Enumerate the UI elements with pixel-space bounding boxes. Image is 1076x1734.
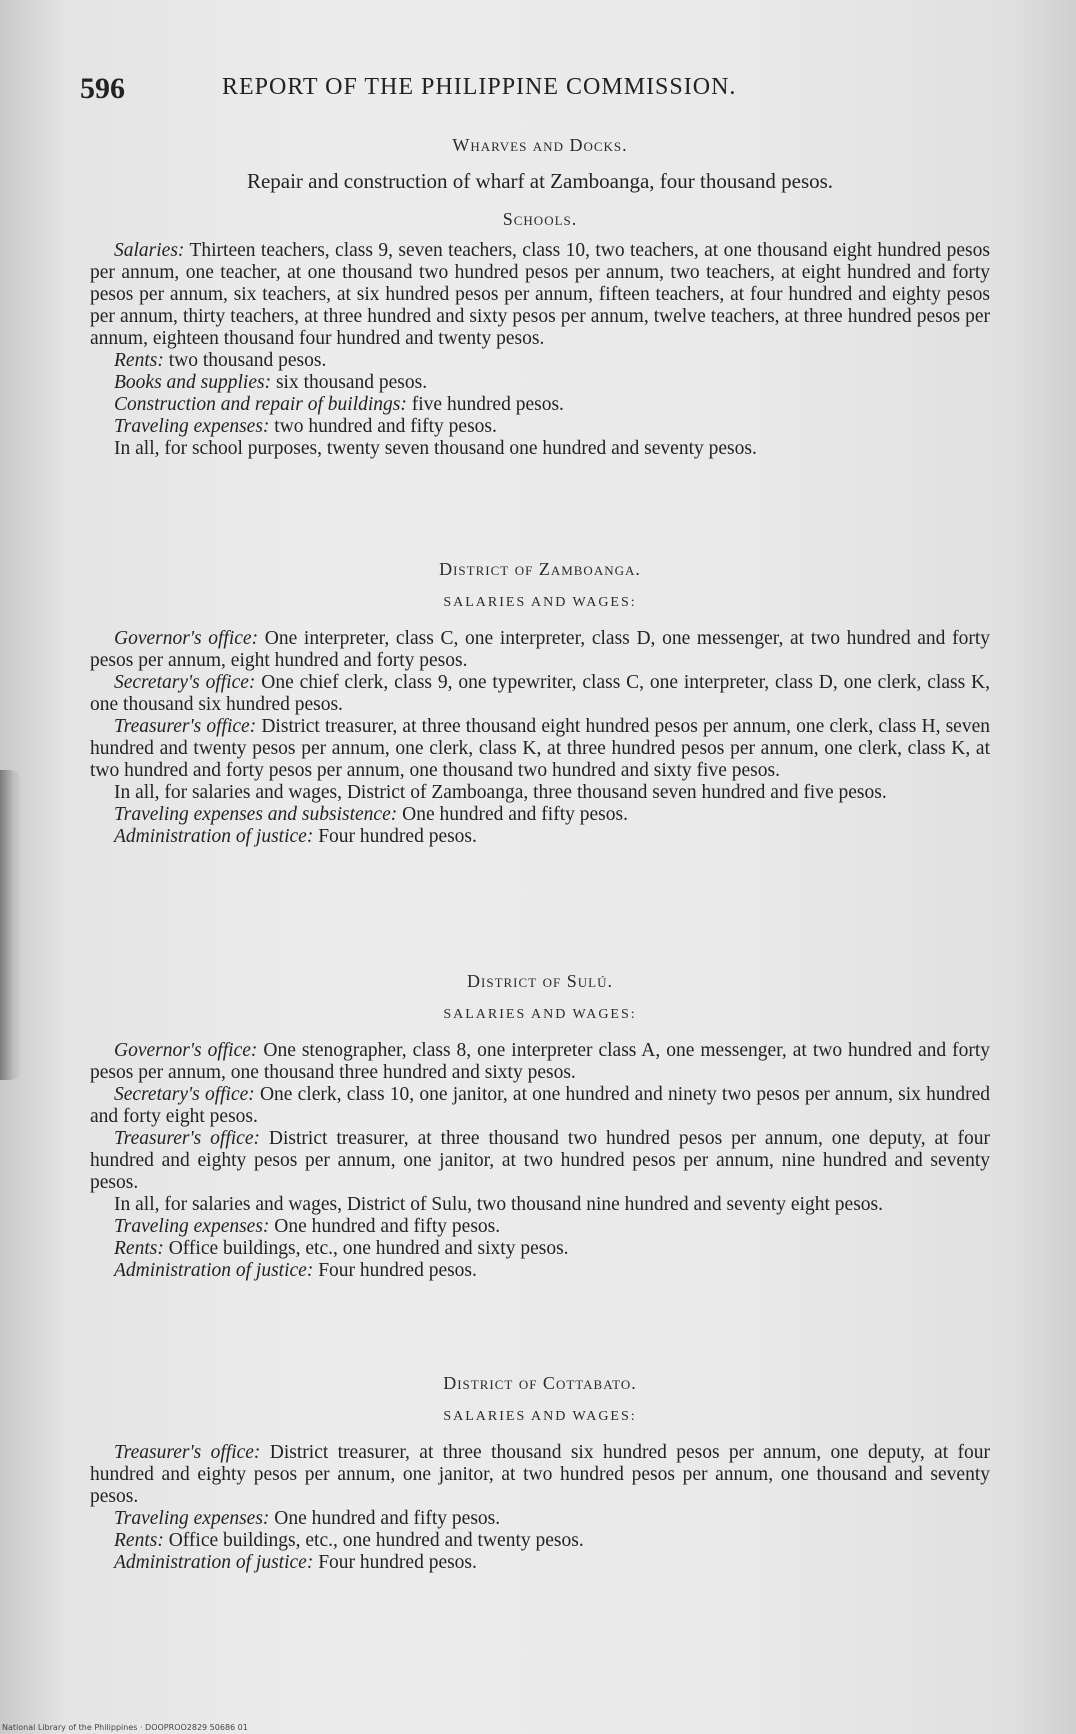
cottabato-justice: Administration of justice: Four hundred pesos.	[114, 1552, 477, 1573]
heading-sulu: District of Sulú.	[467, 971, 613, 991]
wharves-text: Repair and construction of wharf at Zamboanga, four thousand pesos.	[246, 169, 834, 193]
sulu-total: In all, for salaries and wages, District of Sulu, two thousand nine hundred and seventy eight pesos.	[114, 1194, 884, 1215]
zamboanga-justice: Administration of justice: Four hundred pesos.	[114, 826, 477, 847]
heading-schools: Schools.	[502, 209, 578, 229]
schools-rents: Rents: two thousand pesos.	[114, 350, 327, 371]
heading-wharves: Wharves and Docks.	[452, 135, 628, 155]
cottabato-traveling: Traveling expenses: One hundred and fifty pesos.	[114, 1508, 501, 1529]
sulu-secretary: Secretary's office: One clerk, class 10, one janitor, at one hundred and ninety two pesos per annum, six hundred and forty eight pesos.	[90, 1084, 991, 1127]
scan-source-footer: National Library of the Philippines · DOOPROO2829 50686 01	[2, 1723, 248, 1732]
schools-construction: Construction and repair of buildings: five hundred pesos.	[114, 394, 564, 415]
section-zamboanga	[90, 548, 990, 848]
binding-edge	[0, 770, 22, 1080]
zamboanga-governor: Governor's office: One interpreter, class C, one interpreter, class D, one messenger, at two hundred and forty pesos per annum, eight hundred and forty pesos.	[90, 628, 991, 671]
subheading-zamboanga-salaries: SALARIES AND WAGES:	[443, 595, 637, 610]
sulu-governor: Governor's office: One stenographer, class 8, one interpreter class A, one messenger, at two hundred and forty pesos per annum, one thousand three hundred and sixty pesos.	[90, 1040, 990, 1083]
sulu-traveling: Traveling expenses: One hundred and fifty pesos.	[114, 1216, 501, 1237]
section-schools	[90, 124, 990, 460]
heading-cottabato: District of Cottabato.	[443, 1373, 637, 1393]
zamboanga-traveling: Traveling expenses and subsistence: One hundred and fifty pesos.	[114, 804, 628, 825]
page-header	[80, 72, 980, 112]
running-title: REPORT OF THE PHILIPPINE COMMISSION.	[222, 74, 737, 100]
section-cottabato	[90, 1362, 990, 1574]
subheading-cottabato-salaries: SALARIES AND WAGES:	[443, 1409, 637, 1424]
cottabato-rents: Rents: Office buildings, etc., one hundred and twenty pesos.	[114, 1530, 584, 1551]
cottabato-treasurer: Treasurer's office: District treasurer, at three thousand six hundred pesos per annum, one deputy, at four hundred and eighty pesos per annum, one janitor, at two hundred pesos per annum, one thousand and seventy pesos.	[90, 1442, 990, 1507]
sulu-treasurer: Treasurer's office: District treasurer, at three thousand two hundred pesos per annum, one deputy, at four hundred and eighty pesos per annum, one janitor, at two hundred pesos per annum, nine hundred and seventy pesos.	[90, 1128, 990, 1193]
sulu-justice: Administration of justice: Four hundred pesos.	[114, 1260, 477, 1281]
schools-books: Books and supplies: six thousand pesos.	[114, 372, 428, 393]
schools-salaries: Salaries: Thirteen teachers, class 9, seven teachers, class 10, two teachers, at one thousand eight hundred pesos per annum, one teacher, at one thousand two hundred pesos per annum, two teachers, at eight hundred and forty pesos per annum, six teachers, at six hundred pesos per annum, fifteen teachers, at four hundred and eighty pesos per annum, thirty teachers, at three hundred and sixty pesos per annum, twelve teachers, at three hundred pesos per annum, eighteen thousand four hundred and twenty pesos.	[90, 240, 990, 349]
subheading-sulu-salaries: SALARIES AND WAGES:	[443, 1007, 637, 1022]
zamboanga-treasurer: Treasurer's office: District treasurer, at three thousand eight hundred pesos per annum, one clerk, class H, seven hundred and twenty pesos per annum, one clerk, class K, at three hundred pesos per annum, one clerk, class K, at two hundred and forty pesos per annum, one thousand two hundred and sixty five pesos.	[90, 716, 990, 781]
zamboanga-total: In all, for salaries and wages, District of Zamboanga, three thousand seven hundred and five pesos.	[114, 782, 887, 803]
section-sulu	[90, 960, 990, 1282]
schools-total: In all, for school purposes, twenty seven thousand one hundred and seventy pesos.	[114, 438, 757, 459]
heading-zamboanga: District of Zamboanga.	[439, 559, 641, 579]
sulu-rents: Rents: Office buildings, etc., one hundred and sixty pesos.	[114, 1238, 569, 1259]
zamboanga-secretary: Secretary's office: One chief clerk, class 9, one typewriter, class C, one interpreter, class D, one clerk, class K, one thousand six hundred pesos.	[90, 672, 990, 715]
schools-traveling: Traveling expenses: two hundred and fifty pesos.	[114, 416, 497, 437]
page-number: 596	[80, 72, 125, 105]
